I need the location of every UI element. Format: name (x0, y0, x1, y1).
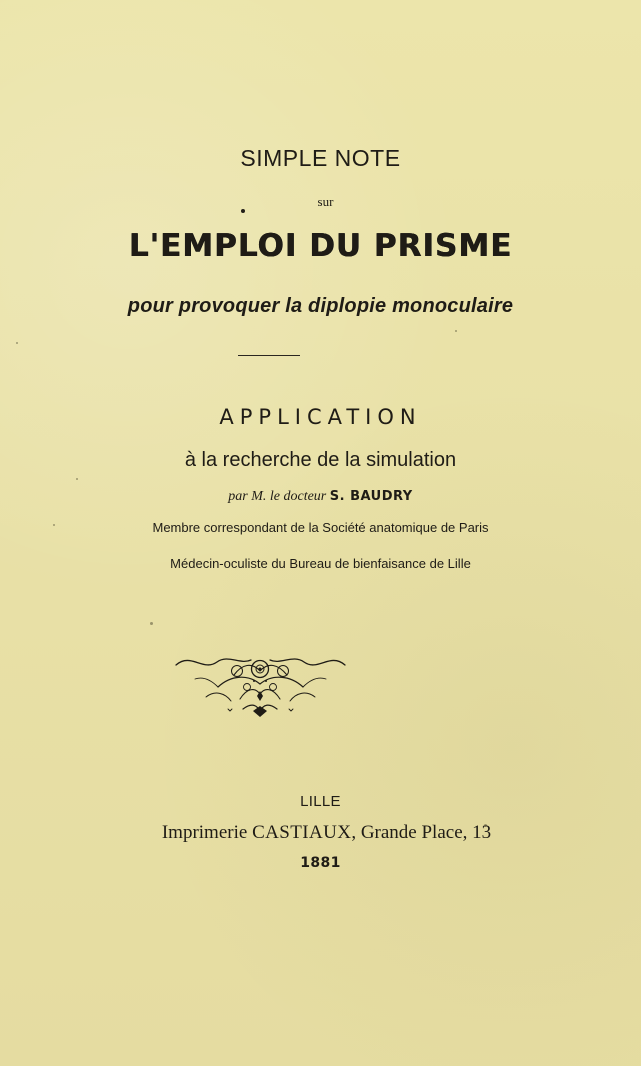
position-line: Médecin-oculiste du Bureau de bienfaisance de Lille (170, 556, 471, 571)
author-line (0, 489, 641, 505)
subtitle: pour provoquer la diplopie monoculaire (127, 295, 514, 317)
connector-word: sur (317, 194, 334, 209)
title-line: SIMPLE NOTE (240, 145, 401, 171)
membership-line: Membre correspondant de la Société anatomique de Paris (152, 520, 489, 535)
paper-speck (76, 478, 78, 480)
ink-dot (241, 209, 245, 213)
author-prefix: par M. le docteur (228, 489, 327, 504)
publication-year: 1881 (300, 855, 341, 871)
main-title: L'EMPLOI DU PRISME (128, 228, 513, 264)
paper-speck (16, 342, 18, 344)
section-title: APPLICATION (219, 405, 422, 429)
research-line: à la recherche de la simulation (184, 449, 457, 471)
printer-line (6, 822, 641, 844)
printer-address: , Grande Place, 13 (351, 822, 492, 843)
author-name: S. BAUDRY (329, 489, 413, 504)
paper-speck (150, 622, 153, 625)
short-divider (238, 355, 300, 356)
city-line: LILLE (300, 793, 341, 810)
paper-speck (455, 330, 457, 332)
printer-prefix: Imprimerie (161, 822, 248, 843)
printer-ornament (173, 651, 348, 718)
printer-name: CASTIAUX (252, 822, 352, 843)
